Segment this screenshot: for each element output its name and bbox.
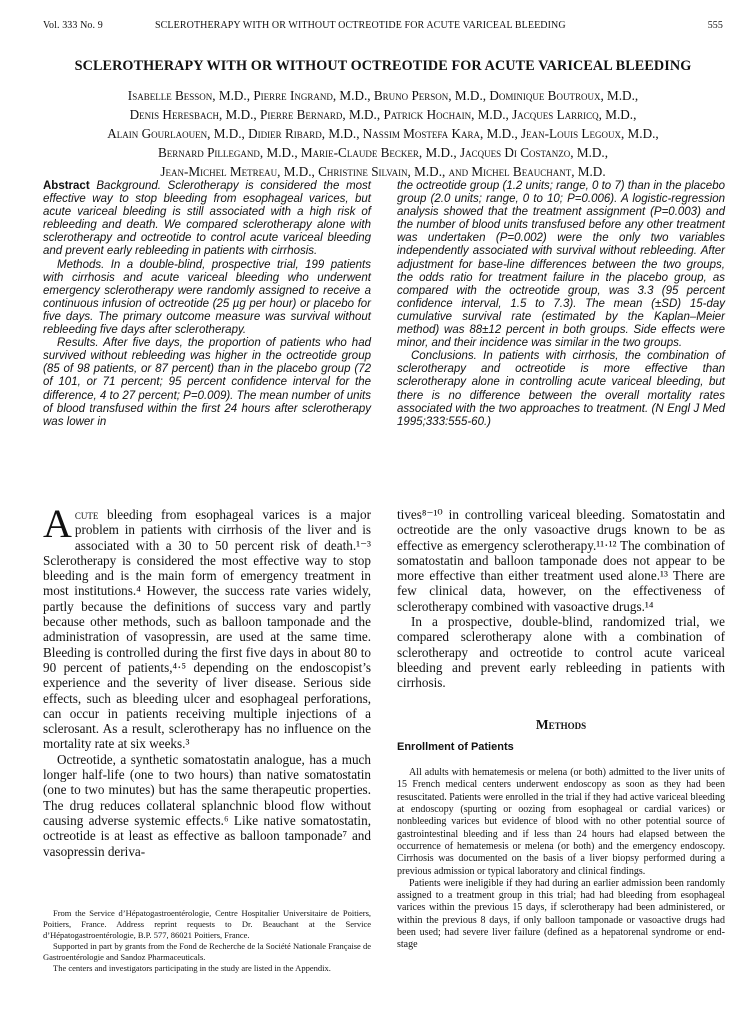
abstract-conclusions: Conclusions. In patients with cirrhosis, the combination of sclerotherapy and octreotide is more effective than sclerotherapy alone in controlling acute variceal bleeding, but there is no difference between the overall mortality rates associated with the two approaches to treatment. (N Engl J Med 1995;333:555-60.) bbox=[397, 350, 725, 428]
author-line: Isabelle Besson, M.D., Pierre Ingrand, M.D., Bruno Person, M.D., Dominique Boutroux, M.D., bbox=[127, 88, 639, 103]
opening-word: cute bbox=[74, 507, 99, 522]
footnote-centers: The centers and investigators participating in the study are listed in the Appendix. bbox=[53, 962, 331, 973]
volume-issue: Vol. 333 No. 9 bbox=[43, 20, 103, 31]
methods-text bbox=[397, 767, 725, 951]
article-title: SCLEROTHERAPY WITH OR WITHOUT OCTREOTIDE FOR ACUTE VARICEAL BLEEDING bbox=[74, 58, 692, 74]
author-line: Denis Heresbach, M.D., Pierre Bernard, M.D., Patrick Hochain, M.D., Jacques Larricq, M.D., bbox=[129, 107, 637, 122]
author-line: Bernard Pillegand, M.D., Marie-Claude Becker, M.D., Jacques Di Costanzo, M.D., bbox=[157, 145, 609, 160]
abstract-right-column bbox=[397, 180, 725, 429]
methods-paragraph: Patients were ineligible if they had during an earlier admission been randomly assigned to a treatment group in this trial; had had bleeding from esophageal varices within the previous 15 days, if sclerotherapy had been administered, or within the previous 8 days, if only balloon tamponade or vasoactive drugs had been used; had severe liver failure (defined as a hepatorenal syndrome or end-stage bbox=[397, 877, 725, 951]
abstract-label: Abstract bbox=[43, 180, 90, 192]
running-title: SCLEROTHERAPY WITH OR WITHOUT OCTREOTIDE FOR ACUTE VARICEAL BLEEDING bbox=[155, 20, 566, 31]
abstract-background: Background. Sclerotherapy is considered the most effective way to stop bleeding from esophageal varices, but acute variceal bleeding is still associated with a high risk of rebleeding and death. We compared sclerotherapy alone with sclerotherapy and octreotide to control acute variceal bleeding and prevent early rebleeding in patients with cirrhosis. bbox=[43, 180, 371, 258]
affiliation-footnote bbox=[43, 908, 371, 973]
abstract-methods: Methods. In a double-blind, prospective trial, 199 patients with cirrhosis and acute variceal bleeding who underwent emergency sclerotherapy were randomly assigned to receive a continuous infusion of octreotide (25 µg per hour) or placebo for five days. The primary outcome measure was survival without rebleeding five days after sclerotherapy. bbox=[43, 258, 371, 337]
methods-heading: Methods bbox=[535, 716, 587, 732]
footnote-affiliation: From the Service d’Hépatogastroentérologie, Centre Hospitalier Universitaire de Poitiers, Poitiers, France. Address reprint requests to Dr. Beauchant at the Service d’Hépatogastroentérologie, B.P. 577, 86021 Poitiers, France. bbox=[43, 908, 371, 940]
body-left-column bbox=[43, 501, 371, 859]
page-number: 555 bbox=[707, 20, 723, 31]
body-paragraph: In a prospective, double-blind, randomized trial, we compared sclerotherapy alone with a combination of sclerotherapy and octreotide to control acute variceal bleeding and prevent early rebleeding in patients with cirrhosis. bbox=[397, 614, 725, 691]
drop-cap: A bbox=[43, 501, 72, 546]
author-line: Alain Gourlaouen, M.D., Didier Ribard, M.D., Nassim Mostefa Kara, M.D., Jean-Louis Legoux, M.D., bbox=[107, 126, 659, 141]
body-paragraph: Octreotide, a synthetic somatostatin analogue, has a much longer half-life (one to two hours) than native somatostatin (one to two minutes) but has the same therapeutic properties. The drug reduces collateral splanchnic blood flow without causing adverse systemic effects.⁶ Like native somatostatin, octreotide is at least as effective as balloon tamponade⁷ and vasopressin deriva- bbox=[43, 751, 371, 859]
methods-paragraph: All adults with hematemesis or melena (or both) admitted to the liver units of 15 French medical centers underwent endoscopy as soon as they had been resuscitated. Patients were enrolled in the trial if they had active variceal bleeding at endoscopy (spurting or oozing from esophageal or cardial varices) or nonbleeding varices but evidence of blood with no other potential source of gastrointestinal bleeding and if less than 24 hours had elapsed between the occurrence of hematemesis or melena (or both) and the emergency endoscopy. Cirrhosis was documented on the basis of a liver biopsy performed during a previous admission or typical laboratory and clinical findings. bbox=[397, 767, 725, 877]
abstract-results: Results. After five days, the proportion of patients who had survived without rebleeding was higher in the octreotide group (85 of 98 patients, or 87 percent) than in the placebo group (72 of 101, or 71 percent; 95 percent confidence interval for the difference, 4 to 27 percent; P=0.009). The mean number of units of blood transfused within the first 24 hours after sclerotherapy was lower in bbox=[43, 337, 371, 428]
enrollment-subheading: Enrollment of Patients bbox=[397, 740, 514, 753]
author-line: Jean-Michel Metreau, M.D., Christine Silvain, M.D., and Michel Beauchant, M.D. bbox=[160, 164, 606, 179]
body-paragraph: tives⁸⁻¹⁰ in controlling variceal bleeding. Somatostatin and octreotide are the only vasoactive drugs known to be as effective as emergency sclerotherapy.¹¹·¹² The combination of somatostatin and balloon tamponade does not appear to be more effective than either treatment used alone.¹³ There are few clinical data, however, on the effectiveness of sclerotherapy combined with vasoactive drugs.¹⁴ bbox=[397, 507, 725, 614]
author-list bbox=[43, 86, 723, 181]
abstract-left-column bbox=[43, 180, 371, 429]
footnote-support: Supported in part by grants from the Fond de Recherche de la Société Nationale Française de Gastroentérologie and Sandoz Pharmaceuticals. bbox=[43, 940, 371, 962]
running-header bbox=[43, 20, 723, 31]
body-right-column bbox=[397, 507, 725, 952]
intro-paragraph: bleeding from esophageal varices is a major problem in patients with cirrhosis of the liver and is associated with a 30 to 50 percent risk of death.¹⁻³ Sclerotherapy is considered the most effective way to stop bleeding and is the main form of emergency treatment in most institutions.⁴ However, the success rate varies widely, partly because the definitions of success vary and partly because other methods, such as balloon tamponade and the administration of vasopressin, are used at the same time. Bleeding is controlled during the first five days in about 80 to 90 percent of patients,⁴·⁵ depending on the endoscopist’s experience and the severity of liver disease. Serious side effects, such as bleeding ulcer and esophageal perforations, can occur in patients receiving multiple injections of a sclerosant. As a result, sclerotherapy has no influence on the mortality rate at six weeks.³ bbox=[43, 507, 371, 752]
abstract-results-continued: the octreotide group (1.2 units; range, 0 to 7) than in the placebo group (2.0 units; range, 0 to 10; P=0.006). A logistic-regression analysis showed that the treatment assignment (P=0.003) and the number of blood units transfused before any other treatment was undertaken (P=0.002) were the only two variables independently associated with survival without rebleeding. After adjustment for base-line differences between the two groups, the odds ratio for treatment failure in the placebo group, as compared with the octreotide group, was 3.3 (95 percent confidence interval, 1.5 to 7.3). The mean (±SD) 15-day cumulative survival rate (estimated by the Kaplan–Meier method) was 88±12 percent in both groups. Side effects were minor, and their incidence was similar in the two groups. bbox=[397, 180, 725, 350]
